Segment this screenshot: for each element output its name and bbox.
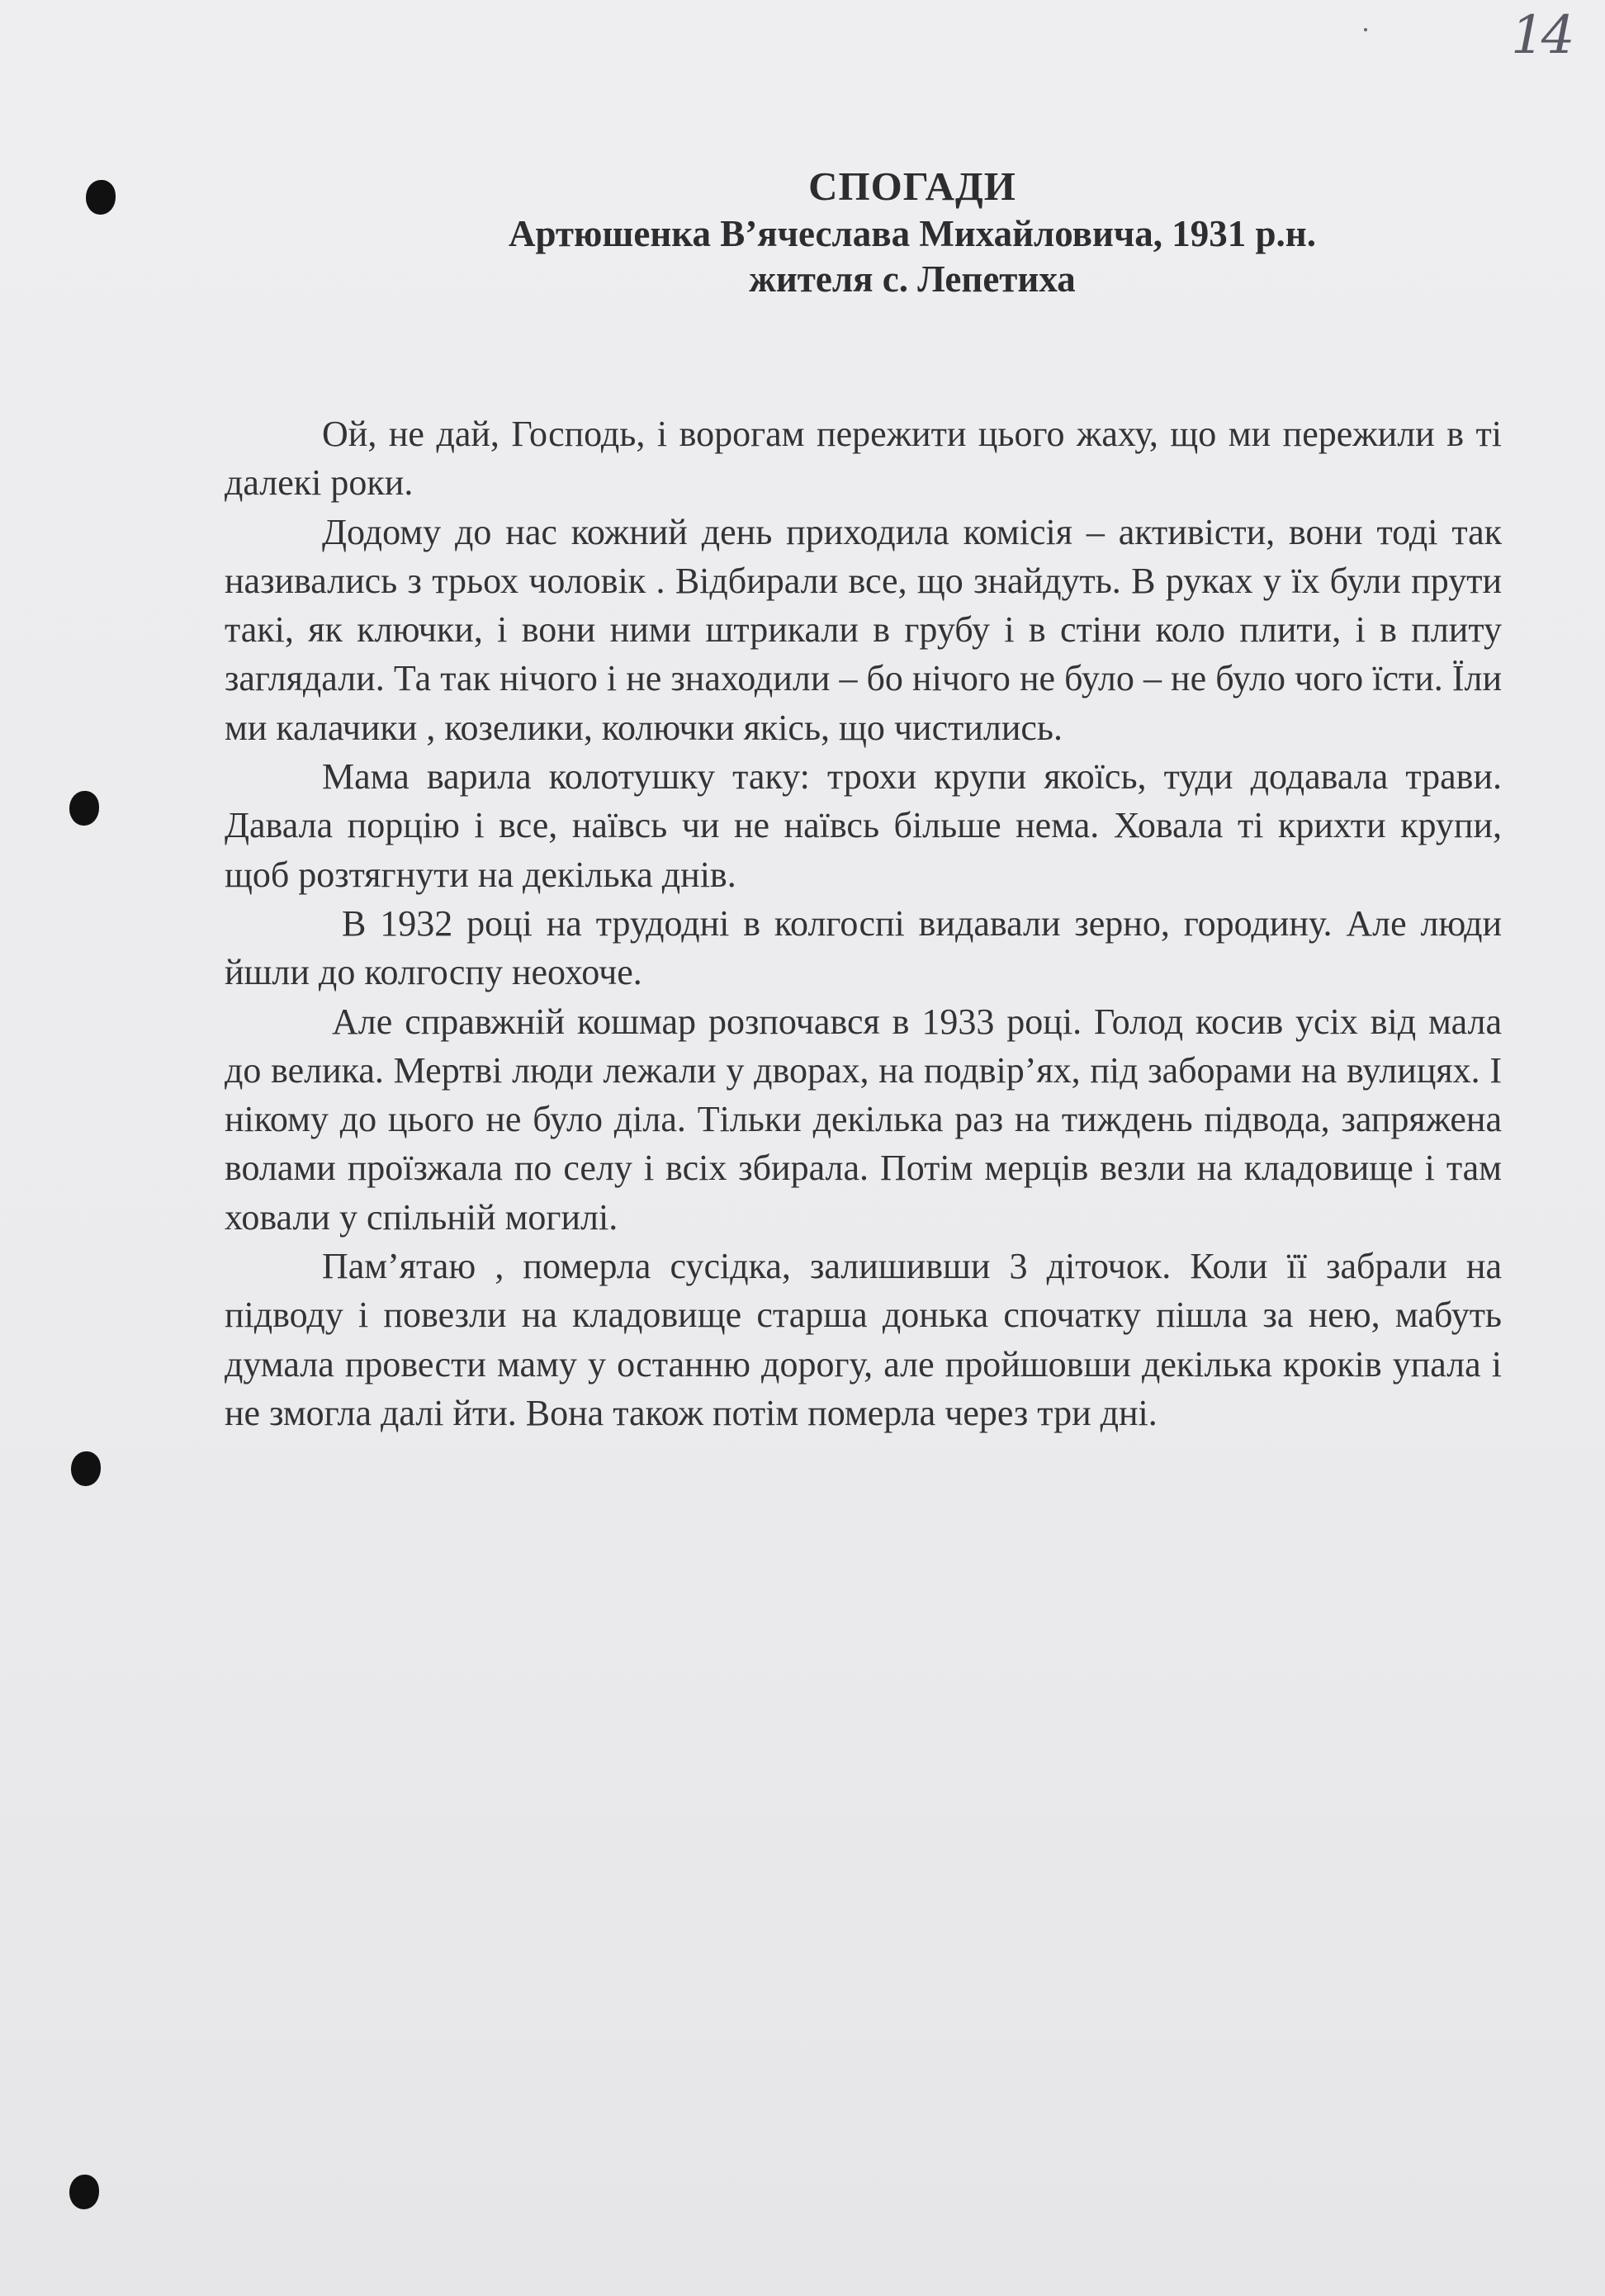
punch-hole-1 bbox=[86, 180, 116, 215]
handwritten-page-number: 14 bbox=[1511, 5, 1572, 66]
paragraph: Мама варила колотушку таку: трохи крупи якоїсь, туди додавала трави. Давала порцію і все, наївсь чи не наївсь більше нема. Ховала ті крихти крупи, щоб розтягнути на декілька днів. bbox=[225, 756, 1502, 895]
paragraph: Додому до нас кожний день приходила комісія – активісти, вони тоді так називались з трьох чоловік . Відбирали все, що знайдуть. В руках у їх були прути такі, як ключки, і вони ними штрикали в грубу і в стіни коло плити, і в плиту заглядали. Та так нічого і не знаходили – бо нічого не було – не було чого їсти. Їли ми калачики , козелики, колючки якісь, що чистились. bbox=[225, 511, 1502, 748]
paragraph: В 1932 році на трудодні в колгоспі видавали зерно, городину. Але люди йшли до колгоспу неохоче. bbox=[225, 902, 1502, 993]
document-subtitle-residence: жителя с. Лепетиха bbox=[749, 258, 1076, 300]
document-subtitle-author: Артюшенка В’ячеслава Михайловича, 1931 р.н. bbox=[508, 213, 1316, 254]
paper-speck bbox=[1364, 28, 1367, 31]
memoir-body bbox=[225, 409, 1502, 1437]
punch-hole-4 bbox=[69, 2175, 99, 2209]
punch-hole-2 bbox=[69, 791, 99, 826]
document-header bbox=[215, 162, 1605, 302]
paragraph: Але справжній кошмар розпочався в 1933 році. Голод косив усіх від мала до велика. Мертві люди лежали у дворах, на подвір’ях, під заборами на вулицях. І нікому до цього не було діла. Тільки декілька раз на тиждень підвода, запряжена волами проїзжала по селу і всіх збирала. Потім мерців везли на кладовище і там ховали у спільній могилі. bbox=[225, 1001, 1502, 1238]
punch-hole-3 bbox=[71, 1451, 101, 1486]
paragraph: Ой, не дай, Господь, і ворогам пережити цього жаху, що ми пережили в ті далекі роки. bbox=[225, 414, 1502, 504]
paragraph: Пам’ятаю , померла сусідка, залишивши 3 діточок. Коли її забрали на підводу і повезли на кладовище старша донька спочатку пішла за нею, мабуть думала провести маму у останню дорогу, але пройшовши декілька кроків упала і не змогла далі йти. Вона також потім померла через три дні. bbox=[225, 1246, 1502, 1433]
document-title: СПОГАДИ bbox=[808, 163, 1016, 209]
